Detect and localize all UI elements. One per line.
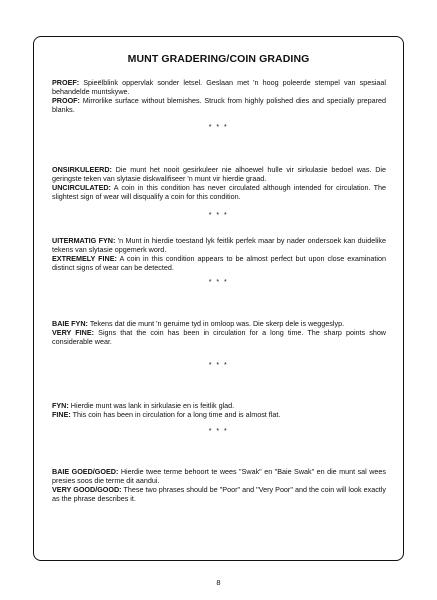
english-term: UNCIRCULATED: <box>52 183 111 193</box>
english-paragraph <box>52 410 386 419</box>
english-term: VERY FINE: <box>52 328 95 338</box>
page-title: MUNT GRADERING/COIN GRADING <box>127 53 310 65</box>
afrikaans-paragraph <box>52 467 386 485</box>
afrikaans-paragraph <box>52 319 386 328</box>
section-separator: * * * <box>208 212 229 219</box>
english-paragraph <box>52 328 386 346</box>
afrikaans-description: Hierdie munt was lank in sirkulasie en is feitlik glad. <box>70 401 235 410</box>
section-separator: * * * <box>208 428 229 435</box>
grade-entry-proof <box>52 78 386 114</box>
afrikaans-paragraph <box>52 401 386 410</box>
english-description: These two phrases should be "Poor" and "Very Poor" and the coin will look exactly as the phrase describes it. <box>52 485 386 504</box>
grade-entry-fine <box>52 401 386 419</box>
afrikaans-term: BAIE GOED/GOED: <box>52 467 119 476</box>
afrikaans-term: UITERMATIG FYN: <box>52 236 116 245</box>
afrikaans-description: 'n Munt in hierdie toestand lyk feitlik perfek maar by nader ondersoek kan duidelike tekens van slytasie opgemerk word. <box>52 236 387 255</box>
afrikaans-paragraph <box>52 78 386 96</box>
afrikaans-term: FYN: <box>52 401 69 410</box>
english-paragraph <box>52 183 386 201</box>
english-description: Signs that the coin has been in circulation for a long time. The sharp points show considerable wear. <box>52 328 387 347</box>
afrikaans-paragraph <box>52 165 386 183</box>
english-description: A coin in this condition appears to be almost perfect but upon close examination distinct signs of wear can be detected. <box>52 254 386 273</box>
english-paragraph <box>52 96 386 114</box>
afrikaans-description: Spieëlblink oppervlak sonder letsel. Geslaan met 'n hoog poleerde stempel van spesiaal behandelde muntskywe. <box>52 78 387 97</box>
english-description: Mirrorlike surface without blemishes. Struck from highly polished dies and specially prepared blanks. <box>52 96 386 115</box>
grade-entry-uncirculated <box>52 165 386 201</box>
afrikaans-term: PROEF: <box>52 78 80 87</box>
afrikaans-paragraph <box>52 236 386 254</box>
english-term: FINE: <box>52 410 71 420</box>
section-separator: * * * <box>208 279 229 286</box>
english-description: This coin has been in circulation for a long time and is almost flat. <box>72 410 281 420</box>
page-number: 8 <box>216 578 221 587</box>
afrikaans-description: Hierdie twee terme behoort te wees "Swak" en "Baie Swak" en die munt sal wees presies soos die terme dit aandui. <box>52 467 386 486</box>
english-term: EXTREMELY FINE: <box>52 254 117 264</box>
english-description: A coin in this condition has never circulated although intended for circulation. The slightest sign of wear will disqualify a coin for this condition. <box>52 183 386 202</box>
afrikaans-term: ONSIRKULEERD: <box>52 165 112 174</box>
afrikaans-term: BAIE FYN: <box>52 319 88 328</box>
english-term: PROOF: <box>52 96 80 106</box>
english-paragraph <box>52 254 386 272</box>
grade-entry-extremely-fine <box>52 236 386 272</box>
english-paragraph <box>52 485 386 503</box>
afrikaans-description: Die munt het nooit gesirkuleer nie alhoewel hulle vir sirkulasie bedoel was. Die geringste teken van slytasie diskwalifiseer 'n munt vir hierdie graad. <box>52 165 387 184</box>
section-separator: * * * <box>208 124 229 131</box>
section-separator: * * * <box>208 362 229 369</box>
afrikaans-description: Tekens dat die munt 'n geruime tyd in omloop was. Die skerp dele is weggeslyp. <box>89 319 345 328</box>
english-term: VERY GOOD/GOOD: <box>52 485 122 495</box>
grade-entry-very-fine <box>52 319 386 346</box>
grade-entry-very-good-good <box>52 467 386 503</box>
